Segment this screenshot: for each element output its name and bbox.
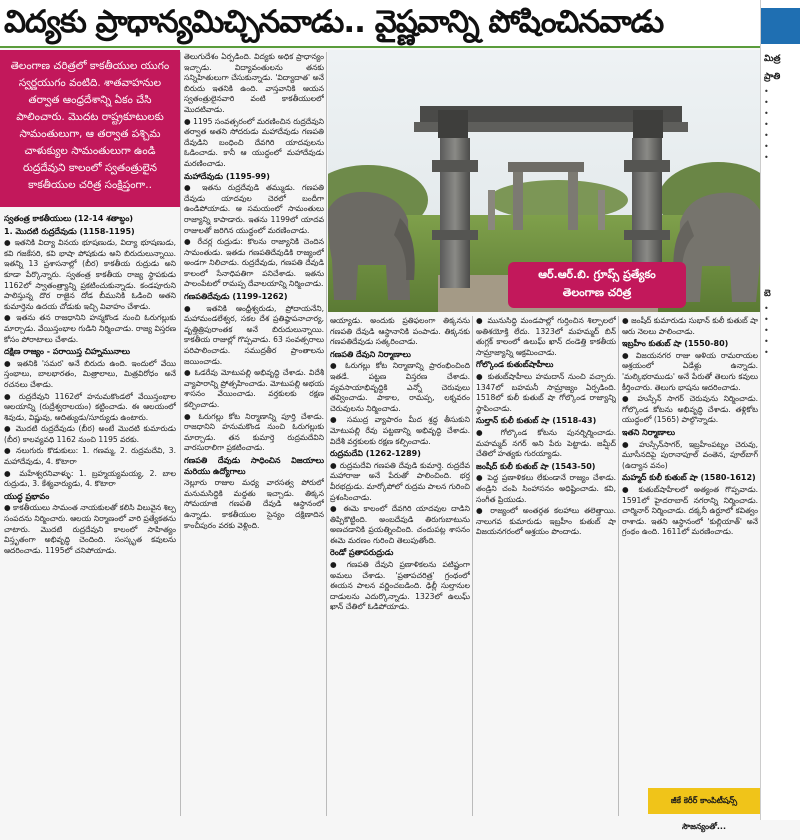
- paragraph: ● ఇతను తన రాజధానిని హన్మకొండ నుంచి ఓరుగల్లుకు మార్చాడు. వేయిస్తంభాల గుడిని నిర్మించాడు. రాజ్య విస్తరణ కోసం పోరాటాలు చేశాడు.: [4, 313, 176, 344]
- neighbor-line: •: [764, 98, 769, 107]
- section-heading: సుల్తాన్ కులీ కుతుబ్ షా (1518-43): [476, 416, 597, 426]
- caption-line-2: తెలంగాణ చరిత్ర: [562, 286, 632, 299]
- paragraph: ● రుద్రదేవుని 1162లో హనుమకొండలో వేయిస్తంభాల ఆలయాన్ని (రుద్రేశ్వరాలయం) కట్టించాడు. ఈ ఆలయంలో శివుడు, విష్ణువు, ఆదిత్యుడు/సూర్యుడు ఉంటారు.: [4, 391, 176, 422]
- paragraph: ● మునుసిద్ధి మండపాల్లో గుర్తించిన శిల్పాలలో అతిశయోక్తి లేదు. 1323లో మహమ్మద్ బిన్ తుగ్లక్ కాలంలో ఉలుఘ్ ఖాన్ దండెత్తి కాకతీయ సామ్రాజ్యాన్ని ఆక్రమించాడు.: [476, 316, 616, 357]
- column-divider: [618, 316, 619, 816]
- section-heading: గోల్కొండ కుతుబ్‌షాహీలు: [476, 360, 554, 370]
- paragraph: ● హుస్సేన్‌సాగర్, ఇబ్రహీంపట్నం చెరువు, మూసీనదిపై పురానాపూల్ వంతెన, పూల్‌బాగ్ (ఉద్యాన వనం): [622, 439, 758, 470]
- paragraph: ● జంషీద్ కుమారుడు సుభాన్ కులీ కుతుబ్ షా ఆరు నెలలు పాలించాడు.: [622, 316, 758, 336]
- section-heading: రెండో ప్రతాపరుద్రుడు: [330, 548, 394, 558]
- neighbor-line: •: [764, 109, 769, 118]
- paragraph: తెలుగుదేశం ఏర్పడింది. విద్యకు అధిక ప్రాధాన్యం ఇచ్చాడు. విద్యావంతులను తనకు సన్నిహితులుగా చేసుకున్నాడు. 'విద్యాదాత' అనే బిరుదు ఇతనికి ఉంది. వాస్తవానికి ఆయన స్వతంత్రులైనవారి వంటి కాకతీయులలో మొదటివాడు.: [184, 52, 324, 114]
- column-divider: [472, 316, 473, 816]
- paragraph: ● పెద్ద ప్రణాళికలు లేకుండానే రాజ్యం చేశాడు. తండ్రిని చంపి సింహాసనం అధిష్టించాడు. కవి, సంగీత ప్రియుడు.: [476, 473, 616, 504]
- paragraph: ● మొదటి రుద్రదేవుడు (బీర) అంటే మొదటి కుమారుడు (బీర) కాలవ్యవధి 1162 నుంచి 1195 వరకు.: [4, 424, 176, 444]
- neighbor-line: •: [764, 348, 769, 357]
- paragraph: ● రేచర్ల రుద్రుడు: కొలను రాజ్యానికి చెందిన సామంతుడు. ఇతడు గణపతిదేవుడికి రాజ్యంలో అండగా నిలిచాడు. రుద్రదేవుడు, గణపతి దేవుడి కాలంలో సేనాధిపతిగా పనిచేశాడు. ఇతను పాలంపేటలో రామప్ప దేవాలయాన్ని నిర్మించాడు.: [184, 237, 324, 289]
- neighbor-line: •: [764, 337, 769, 346]
- paragraph: ● 1195 సంవత్సరంలో మరణించిన రుద్రదేవుని తర్వాత అతని సోదరుడు మహాదేవుడు గణపతి దేవుడిని బంధించి దేవగిరి యాదవులను ఓడించాడు. కానీ ఆ యుద్ధంలో మహాదేవుడు మరణించాడు.: [184, 116, 324, 168]
- paragraph: నెల్లూరు రాజుల మధ్య వారసత్వ పోరులో మనుమసిద్ధికి మద్దతు ఇచ్చాడు. తిక్కన సోమయాజి గణపతి దేవుడి ఆస్థానంలో ఉన్నాడు. కాకతీయుల సైన్యం దక్షిణాదిన కాంచీపురం వరకు వెళ్లింది.: [184, 478, 324, 530]
- section-heading: మహ్మద్ కులీ కుతుబ్ షా (1580-1612): [622, 473, 756, 483]
- section-heading: గణపతిదేవుడు (1199-1262): [184, 292, 288, 302]
- paragraph: ● ఇతనికి విద్యా వినయ భూషణుడు, విద్యా భూషణుడు, కవి గజకేసరి, కవి భాషా పోషకుడు అని బిరుదులున్నాయి. ఇతన్ని 13 ప్రశాసనాల్లో (బీర) కాకతీయ రుద్రుడు అని కూడా పేర్కొన్నారు. స్వతంత్ర కాకతీయ రాజ్య స్థాపకుడు 1162లో స్వాతంత్ర్యాన్ని ప్రకటించుకున్నాడు. కండపూరుని పాలిస్తున్న దొర రాజైన దోడ బీమునికి ఓడించి ఆతని కుమార్తెను ఉదయ చోడుకు ఇచ్చి వివాహం చేశాడు.: [4, 238, 176, 311]
- neighbor-line: •: [764, 153, 769, 162]
- paragraph: ● ఓడరేవు మోటుపల్లి అభివృద్ధి చేశాడు. విదేశీ వ్యాపారాన్ని ప్రోత్సహించాడు. మోటుపల్లి అభయ శాసనం వేయించాడు. వర్తకులకు రక్షణ కల్పించాడు.: [184, 368, 324, 409]
- section-heading: గణపతి దేవుని నిర్మాణాలు: [330, 349, 411, 359]
- section-heading: దక్షిణ రాజ్యం - పరాయిస్త చిహ్నమునాలు: [4, 347, 131, 357]
- column-divider: [326, 52, 327, 816]
- neighbor-line: •: [764, 87, 769, 96]
- paragraph: ● ఇతనికి 'సమర' అనే బిరుదు ఉంది. ఇందులో వేయి స్తంభాలు, బాలభారతం, మిత్రాలాలు, మిత్రవిరోధం అనే రచనలు చేశాడు.: [4, 358, 176, 389]
- paragraph: ● రుద్రమదేవి గణపతి దేవుడి కుమార్తె. రుద్రదేవ మహారాజు అనే పేరుతో పాలించింది. భర్త వీరభద్రుడు. మార్కోపోలో రుద్రమ పాలన గురించి ప్రశంసించాడు.: [330, 460, 470, 502]
- headline-bar: [0, 0, 760, 48]
- paragraph: ● కుతుబ్‌షాహీలు హమదాన్ నుంచి వచ్చారు. 1347లో బహమనీ సామ్రాజ్యం ఏర్పడింది. 1518లో కులీ కుతుబ్ షా గోల్కొండ రాజ్యాన్ని స్థాపించాడు.: [476, 371, 616, 413]
- paragraph: ● కాకతీయులు సామంత నాయకులతో కలిసి విలువైన శిల్ప సంపదను నిర్మించారు. ఆలయ నిర్మాణంలో వారి ప్రత్యేకతను చాటారు. మొదటి రుద్రదేవుని కాలంలో సాహిత్యం విస్తృతంగా అభివృద్ధి చెందింది. సంస్కృత కవులను ఆదరించాడు. 1195లో చనిపోయాడు.: [4, 503, 176, 555]
- neighbor-heading: బె: [764, 289, 771, 299]
- caption-line-1: ఆర్.ఆర్.బి. గ్రూప్స్ ప్రత్యేకం: [538, 268, 656, 281]
- article-column-2: [184, 52, 324, 816]
- neighbor-line: •: [764, 120, 769, 129]
- column-divider: [180, 52, 181, 816]
- paragraph: ● విజయనగర రాజు ఆళియ రామరాయల ఆశ్రయంలో ఏడేళ్లు ఉన్నాడు. 'మల్కిభరాముడు' అనే పేరుతో తెలుగు కవులు కీర్తించారు. తెలుగు భాషను ఆదరించాడు.: [622, 350, 758, 392]
- section-heading: యుద్ధ ప్రభావం: [4, 491, 50, 501]
- paragraph: ● ఇతను రుద్రదేవుడి తమ్ముడు. గణపతి దేవుడు యాదవుల చెరలో బందీగా ఉండిపోయాడు. ఆ సమయంలో సామంతులు రాజ్యాన్ని కాపాడారు. ఇతను 1199లో యాదవ రాజులతో జరిగిన యుద్ధంలో మరణించాడు.: [184, 183, 324, 235]
- neighbor-banner: [761, 8, 800, 44]
- section-heading: మహాదేవుడు (1195-99): [184, 171, 270, 181]
- article-column-4: [476, 316, 616, 816]
- paragraph: ● ఓరుగల్లు కోట నిర్మాణాన్ని ప్రారంభించింది ఇతడే. పట్టణ విస్తరణ చేశాడు. వ్యవసాయాభివృద్ధికి ఎన్నో చెరువులు తవ్వించాడు. పాకాల, రామప్ప, లక్నవరం చెరువులను నిర్మించాడు.: [330, 361, 470, 413]
- paragraph: ● నలుగురు కొడుకులు: 1. గణమ్మ, 2. రుద్రమదేవి, 3. మహాదేవుడు, 4. కొటారా: [4, 446, 176, 467]
- credit-badge: జీకే కెరీర్ కాంపిటీషన్స్ సౌజన్యంతో...: [648, 788, 760, 814]
- paragraph: ● హుస్సేన్ సాగర్ చెరువును నిర్మించాడు. గోల్కొండ కోటను అభివృద్ధి చేశాడు. తళ్లికోట యుద్ధంలో (1565) పాల్గొన్నాడు.: [622, 394, 758, 425]
- paragraph: ● మహేశ్వరనివాళ్ళు: 1. బ్రహ్మయ్యమయ్య, 2. బాల రుద్రుడు, 3. కేశ్యవార్యుడు, 4. కొటారా: [4, 468, 176, 489]
- paragraph: ● ఇతనికి ఆంధ్రీశ్వరుడు, ప్రోదాయనేని, మహామండలేశ్వర, సకల దేశ ప్రతిష్ఠాపనాచార్య, వృత్తిత్రిపురాంతక అనే బిరుదులున్నాయి. కాకతీయ రాజుల్లో గొప్పవాడు. 63 సంవత్సరాలు పరిపాలించాడు. సముద్రతీర ప్రాంతాలను జయించాడు.: [184, 303, 324, 366]
- paragraph: ● ఓరుగల్లు కోట నిర్మాణాన్ని పూర్తి చేశాడు. రాజధానిని హనుమకొండ నుంచి ఓరుగల్లుకు మార్చాడు. తన కుమార్తె రుద్రమదేవిని వారసురాలిగా ప్రకటించాడు.: [184, 411, 324, 453]
- section-heading: గణపతి దేవుడు సాధించిన విజయాలు మరియు ఉద్యోగాలు: [184, 455, 324, 476]
- neighbor-subtitle: ప్రాతి: [764, 72, 781, 82]
- neighbor-line: •: [764, 131, 769, 140]
- paragraph: ● గణపతి దేవుని ప్రణాళికలను పటిష్టంగా అమలు చేశాడు. 'ప్రతాపచరిత్ర' గ్రంథంలో ఈయన పాలన వర్ణించబడింది. ఢిల్లీ సుల్తానుల దాడులను ఎదుర్కొన్నాడు. 1323లో ఉలుఘ్ ఖాన్ చేతిలో ఓడిపోయాడు.: [330, 560, 470, 612]
- paragraph: ● సముద్ర వ్యాపారం మీద శ్రద్ధ తీసుకుని మోటుపల్లి రేవు పట్టణాన్ని అభివృద్ధి చేశాడు. విదేశీ వర్తకులకు రక్షణ కల్పించాడు.: [330, 415, 470, 446]
- article-column-1: [4, 212, 176, 816]
- paragraph: ● గోల్కొండ కోటను పునర్నిర్మించాడు. మహమ్మద్ నగర్ అని పేరు పెట్టాడు. జమ్షీద్ చేతిలో హత్యకు గురయ్యాడు.: [476, 427, 616, 459]
- section-heading: స్వతంత్ర కాకతీయులు (12-14 శతాబ్దం): [4, 214, 134, 223]
- section-heading: 1. మొదటి రుద్రదేవుడు (1158-1195): [4, 226, 135, 236]
- neighbor-title: మిత్ర: [764, 54, 781, 64]
- photo-caption: [508, 262, 686, 308]
- section-heading: ఇతని నిర్మాణాలు: [622, 427, 676, 437]
- section-heading: రుద్రమదేవి (1262-1289): [330, 449, 421, 459]
- neighbor-column: [760, 0, 800, 820]
- neighbor-line: •: [764, 315, 769, 324]
- paragraph: ● రాజ్యంలో అంతర్గత కలహాలు తలెత్తాయి. నాలుగవ కుమారుడు ఇబ్రహీం కుతుబ్ షా విజయనగరంలో ఆశ్రయం పొందాడు.: [476, 506, 616, 537]
- section-heading: ఇబ్రహీం కుతుబ్ షా (1550-80): [622, 339, 729, 349]
- article-column-3: [330, 316, 470, 816]
- paragraph: ● కుతుబ్‌షాహీలలో అత్యంత గొప్పవాడు. 1591లో హైదరాబాద్ నగరాన్ని నిర్మించాడు. చార్మినార్ నిర్మించాడు. దక్కనీ ఉర్దూలో కవిత్వం రాశాడు. ఇతని ఆస్థానంలో 'కుల్లియాత్' అనే గ్రంథం ఉంది. 1611లో మరణించాడు.: [622, 484, 758, 537]
- page-title: విద్యకు ప్రాధాన్యమిచ్చినవాడు.. వైష్ణవాన్ని పోషించినవాడు: [4, 4, 664, 40]
- paragraph: ఆయ్యాడు. అందుకు ప్రతిఫలంగా తిక్కనను గణపతి దేవుడి ఆస్థానానికి పంపాడు. తిక్కనకు గణపతిదేవుడు సత్కరించాడు.: [330, 316, 470, 347]
- paragraph: ● ఈమె కాలంలో దేవగిరి యాదవుల దాడిని తిప్పికొట్టింది. అంబదేవుడి తిరుగుబాటును అణచడానికి ప్రయత్నించింది. చందుపట్ల శాసనం ఈమె మరణం గురించి తెలుపుతోంది.: [330, 504, 470, 545]
- section-heading: జంషీద్ కులీ కుతుబ్ షా (1543-50): [476, 461, 596, 471]
- neighbor-line: •: [764, 326, 769, 335]
- article-column-5: [622, 316, 758, 784]
- neighbor-line: •: [764, 304, 769, 313]
- intro-box: తెలంగాణ చరిత్రలో కాకతీయుల యుగం స్వర్ణయుగం వంటిది. శాతవాహనుల తర్వాత ఆంధ్రదేశాన్ని ఏకం చేసి పాలించారు. మొదట రాష్ట్రకూటులకు సామంతులుగా, ఆ తర్వాత పశ్చిమ చాళుక్యుల సామంతులుగా ఉండి రుద్రదేవుని కాలంలో స్వతంత్రులైన కాకతీయుల చరిత్ర సంక్షిప్తంగా..: [0, 50, 180, 207]
- neighbor-line: •: [764, 142, 769, 151]
